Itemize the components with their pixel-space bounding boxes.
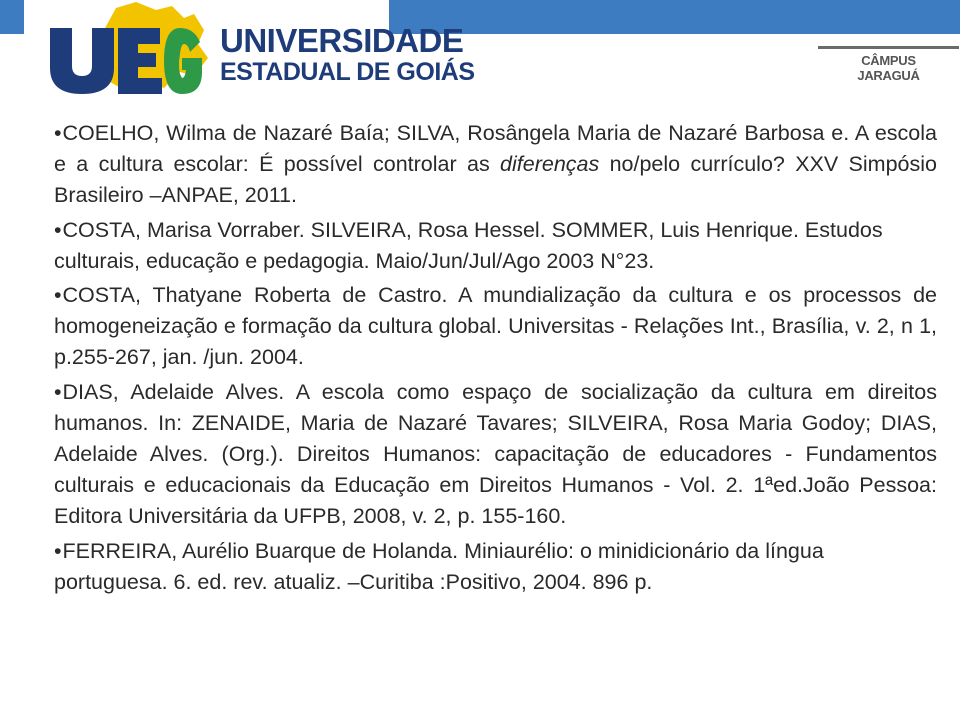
reference-text: FERREIRA, Aurélio Buarque de Holanda. Miniaurélio: o minidicionário da língua portuguesa. 6. ed. rev. atualiz. –Curitiba :Positivo, 2004. 896 p. [54, 538, 824, 594]
bullet: • [54, 121, 62, 145]
bullet: • [54, 217, 62, 242]
top-bar-left [0, 0, 24, 34]
campus-label [818, 46, 959, 100]
reference-text: no/pelo currículo? XXV Simpósio Brasileiro –ANPAE, 2011. [54, 152, 937, 208]
top-bar-right [389, 0, 960, 34]
ueg-logo-mark [44, 0, 214, 100]
bullet: • [54, 538, 62, 563]
reference-item [54, 215, 937, 277]
logo-letter-u [50, 28, 114, 94]
reference-text: DIAS, Adelaide Alves. A escola como espaço de socialização da cultura em direitos humanos. In: ZENAIDE, Maria de Nazaré Tavares; SILVEIRA, Rosa Maria Godoy; DIAS, Adelaide Alves. (Org.). Direitos Humanos: capacitação de educadores - Fundamentos culturais e educacionais da Educação em Direitos Humanos - Vol. 2. 1ªed.João Pessoa: Editora Universitária da UFPB, 2008, v. 2, p. 155-160. [54, 379, 937, 529]
bullet: • [54, 283, 62, 308]
reference-text: COELHO, Wilma de Nazaré Baía; SILVA, Rosângela Maria de Nazaré Barbosa e. A escola e a cultura escolar: É possível controlar as [54, 121, 937, 177]
campus-line1: CÂMPUS [861, 53, 916, 68]
ueg-logo [44, 0, 475, 100]
reference-text: COSTA, Thatyane Roberta de Castro. A mundialização da cultura e os processos de homogeneização e formação da cultura global. Universitas - Relações Int., Brasília, v. 2, n 1, p.255-267, jan. /jun. 2004. [54, 283, 937, 370]
campus-line2: JARAGUÁ [857, 68, 920, 83]
bullet: • [54, 379, 62, 404]
reference-list [54, 118, 937, 601]
reference-item [54, 118, 937, 212]
logo-university-text: UNIVERSIDADE [220, 22, 464, 59]
logo-state-text: ESTADUAL DE GOIÁS [220, 58, 475, 86]
campus-divider [818, 46, 959, 49]
reference-item [54, 536, 937, 598]
logo-letter-g [164, 28, 202, 94]
reference-text: COSTA, Marisa Vorraber. SILVEIRA, Rosa Hessel. SOMMER, Luis Henrique. Estudos culturais, educação e pedagogia. Maio/Jun/Jul/Ago 2003 N°23. [54, 217, 883, 273]
reference-item [54, 377, 937, 533]
reference-emphasis: diferenças [500, 152, 600, 177]
reference-item [54, 280, 937, 374]
logo-letter-e [118, 28, 162, 94]
